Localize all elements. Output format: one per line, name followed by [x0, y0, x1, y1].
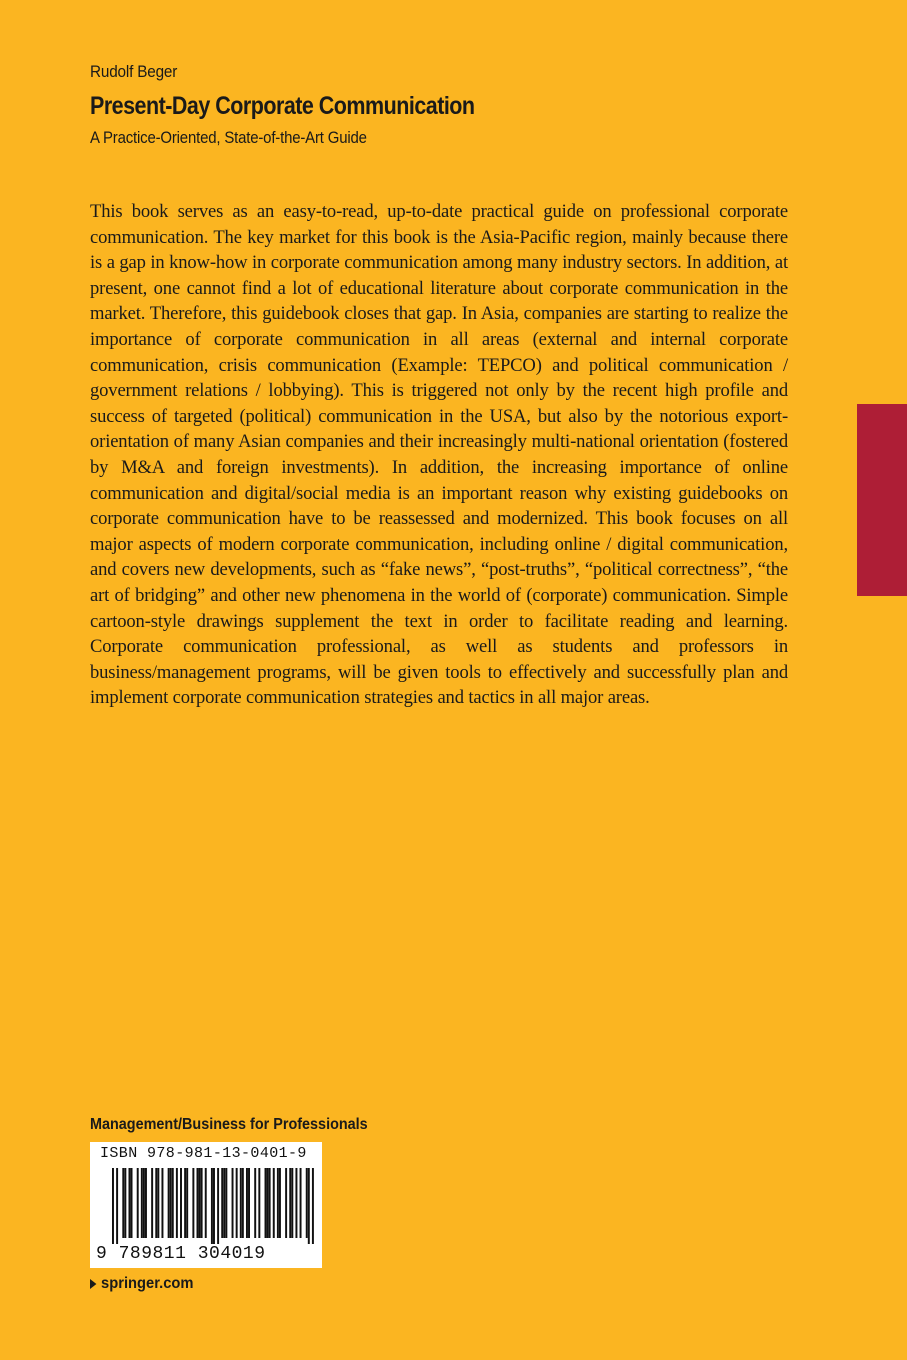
book-blurb: This book serves as an easy-to-read, up-to-date practical guide on professional corporate communication. The key market for this book is the Asia-Pacific region, mainly because there is a gap in know-how in corporate communication among many industry sectors. In addition, at present, one cannot find a lot of educational literature about corporate communication in the market. Therefore, this guidebook closes that gap. In Asia, companies are starting to realize the importance of corporate communication in all areas (external and internal corporate communication, crisis communication (Example: TEPCO) and political communication / government relations / lobbying). This is triggered not only by the recent high profile and success of targeted (political) communication in the USA, but also by the notorious export-orientation of many Asian companies and their increasingly multi-national orientation (fostered by M&A and foreign investments). In addition, the increasing importance of online communication and digital/social media is an important reason why existing guidebooks on corporate communication have to be reassessed and modernized. This book focuses on all major aspects of modern corporate communication, including online / digital communication, and covers new developments, such as “fake news”, “post-truths”, “political correctness”, “the art of bridging” and other new phenomena in the world of (corporate) communication. Simple cartoon-style drawings supplement the text in order to facilitate reading and learning. Corporate communication professional, as well as students and professors in business/management programs, will be given tools to effectively and successfully plan and implement corporate communication strategies and tactics in all major areas.	[90, 201, 788, 709]
ean-digits: 9 789811 304019	[96, 1244, 266, 1264]
side-color-tab	[857, 404, 907, 596]
publisher-url: springer.com	[101, 1275, 194, 1292]
series-name: Management/Business for Professionals	[90, 1116, 368, 1133]
isbn-label: ISBN 978-981-13-0401-9	[100, 1145, 307, 1162]
barcode-icon	[90, 1168, 322, 1244]
barcode-panel	[90, 1142, 322, 1268]
arrow-right-icon	[90, 1279, 96, 1289]
book-subtitle: A Practice-Oriented, State-of-the-Art Guide	[90, 128, 367, 147]
author-name: Rudolf Beger	[90, 62, 178, 81]
book-title: Present-Day Corporate Communication	[90, 92, 475, 120]
publisher-link[interactable]	[90, 1275, 193, 1293]
